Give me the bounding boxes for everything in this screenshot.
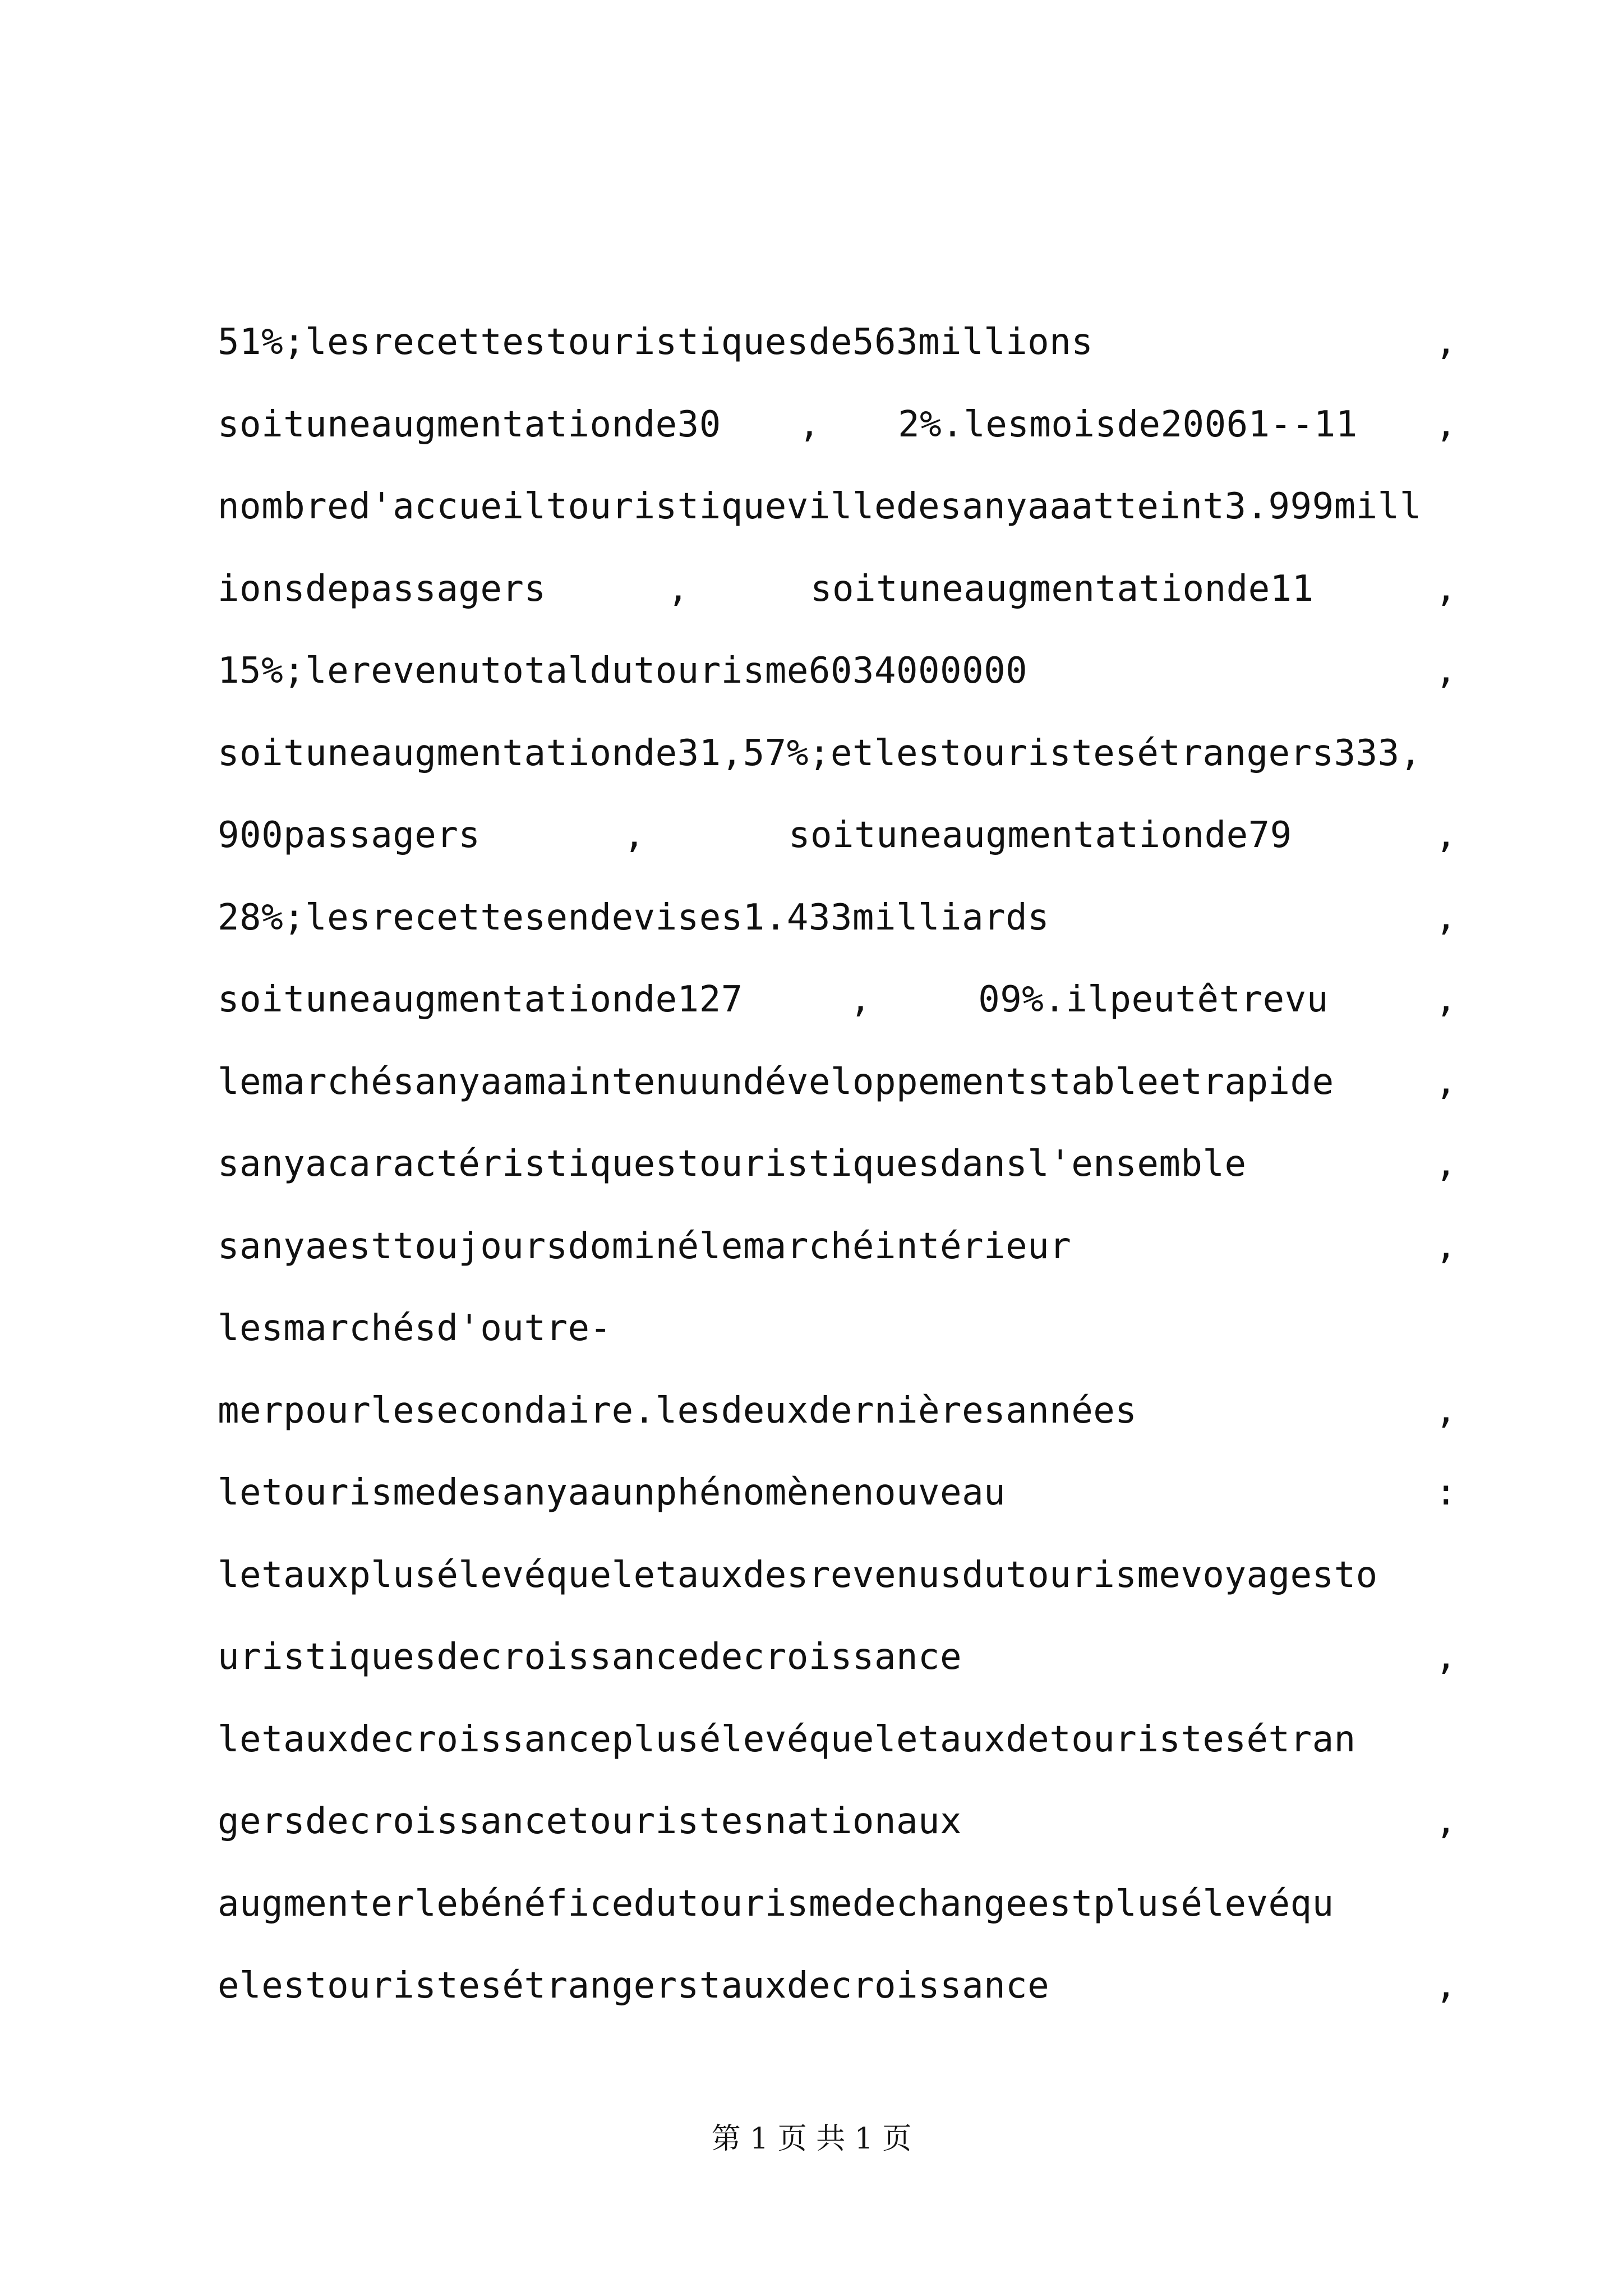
text-segment: , bbox=[1435, 1965, 1457, 2007]
text-segment: , bbox=[1435, 1061, 1457, 1103]
text-segment: 2%.lesmoisde20061--11 bbox=[898, 404, 1358, 445]
text-segment: , bbox=[667, 568, 689, 610]
text-segment: lesmarchésd'outre- bbox=[218, 1308, 612, 1349]
text-segment: soituneaugmentationde30 bbox=[218, 404, 721, 445]
text-line bbox=[218, 558, 1457, 620]
text-line bbox=[218, 311, 1457, 373]
text-segment: soituneaugmentationde31,57%;etlestouristesétrangers333, bbox=[218, 733, 1422, 774]
text-segment: 51%;lesrecettestouristiquesde563millions bbox=[218, 321, 1094, 363]
text-segment: , bbox=[1435, 1390, 1457, 1432]
text-segment: uristiquesdecroissancedecroissance bbox=[218, 1636, 962, 1678]
text-segment: , bbox=[1435, 815, 1457, 856]
text-segment: , bbox=[1435, 404, 1457, 445]
text-segment: 09%.ilpeutêtrevu bbox=[978, 979, 1329, 1020]
text-segment: elestouristesétrangerstauxdecroissance bbox=[218, 1965, 1050, 2007]
text-line bbox=[218, 640, 1457, 702]
text-segment: merpourlesecondaire.lesdeuxdernièresannées bbox=[218, 1390, 1137, 1432]
text-segment: letauxplusélevéqueletauxdesrevenusdutourismevoyagesto bbox=[218, 1554, 1378, 1596]
text-segment: , bbox=[849, 979, 872, 1020]
text-segment: lemarchésanyaamaintenuundéveloppementstableetrapide bbox=[218, 1061, 1334, 1103]
text-line bbox=[218, 887, 1457, 949]
page-footer: 第 1 页 共 1 页 bbox=[711, 2122, 912, 2156]
text-line bbox=[218, 723, 1457, 784]
text-segment: , bbox=[1435, 1226, 1457, 1267]
text-segment: soituneaugmentationde127 bbox=[218, 979, 743, 1020]
text-segment: , bbox=[798, 404, 820, 445]
text-line bbox=[218, 476, 1457, 537]
text-line bbox=[218, 1133, 1457, 1195]
text-line bbox=[218, 1709, 1457, 1770]
text-segment: letauxdecroissanceplusélevéqueletauxdetouristesétran bbox=[218, 1719, 1356, 1760]
text-line bbox=[218, 1462, 1457, 1524]
text-line bbox=[218, 1051, 1457, 1113]
text-segment: augmenterlebénéficedutourismedechangeestplusélevéqu bbox=[218, 1883, 1334, 1925]
text-line bbox=[218, 1955, 1457, 2017]
text-line bbox=[218, 1626, 1457, 1688]
text-segment: , bbox=[1435, 321, 1457, 363]
text-segment: , bbox=[1435, 897, 1457, 938]
text-segment: 900passagers bbox=[218, 815, 481, 856]
text-line bbox=[218, 394, 1457, 455]
text-line bbox=[218, 804, 1457, 866]
text-line bbox=[218, 1297, 1457, 1359]
text-segment: , bbox=[1435, 650, 1457, 692]
text-segment: , bbox=[1435, 979, 1457, 1020]
text-segment: letourismedesanyaaunphénomènenouveau bbox=[218, 1472, 1006, 1513]
text-segment: 28%;lesrecettesendevises1.433milliards bbox=[218, 897, 1050, 938]
text-segment: 15%;lerevenutotaldutourisme6034000000 bbox=[218, 650, 1028, 692]
text-segment: : bbox=[1435, 1472, 1457, 1513]
text-line bbox=[218, 1380, 1457, 1442]
text-segment: soituneaugmentationde79 bbox=[788, 815, 1292, 856]
text-segment: , bbox=[1435, 1801, 1457, 1842]
text-segment: , bbox=[1435, 1143, 1457, 1185]
text-segment: ionsdepassagers bbox=[218, 568, 546, 610]
text-line bbox=[218, 1873, 1457, 1935]
text-segment: soituneaugmentationde11 bbox=[810, 568, 1314, 610]
text-segment: sanyacaractéristiquestouristiquesdansl'ensemble bbox=[218, 1143, 1247, 1185]
text-segment: , bbox=[623, 815, 645, 856]
text-segment: , bbox=[1435, 568, 1457, 610]
text-line bbox=[218, 1544, 1457, 1606]
text-segment: nombred'accueiltouristiquevilledesanyaaatteint3.999mill bbox=[218, 486, 1422, 527]
text-line bbox=[218, 1791, 1457, 1852]
text-segment: , bbox=[1435, 1636, 1457, 1678]
text-line bbox=[218, 1216, 1457, 1277]
text-segment: gersdecroissancetouristesnationaux bbox=[218, 1801, 962, 1842]
text-segment: sanyaesttoujoursdominélemarchéintérieur bbox=[218, 1226, 1072, 1267]
text-line bbox=[218, 969, 1457, 1030]
